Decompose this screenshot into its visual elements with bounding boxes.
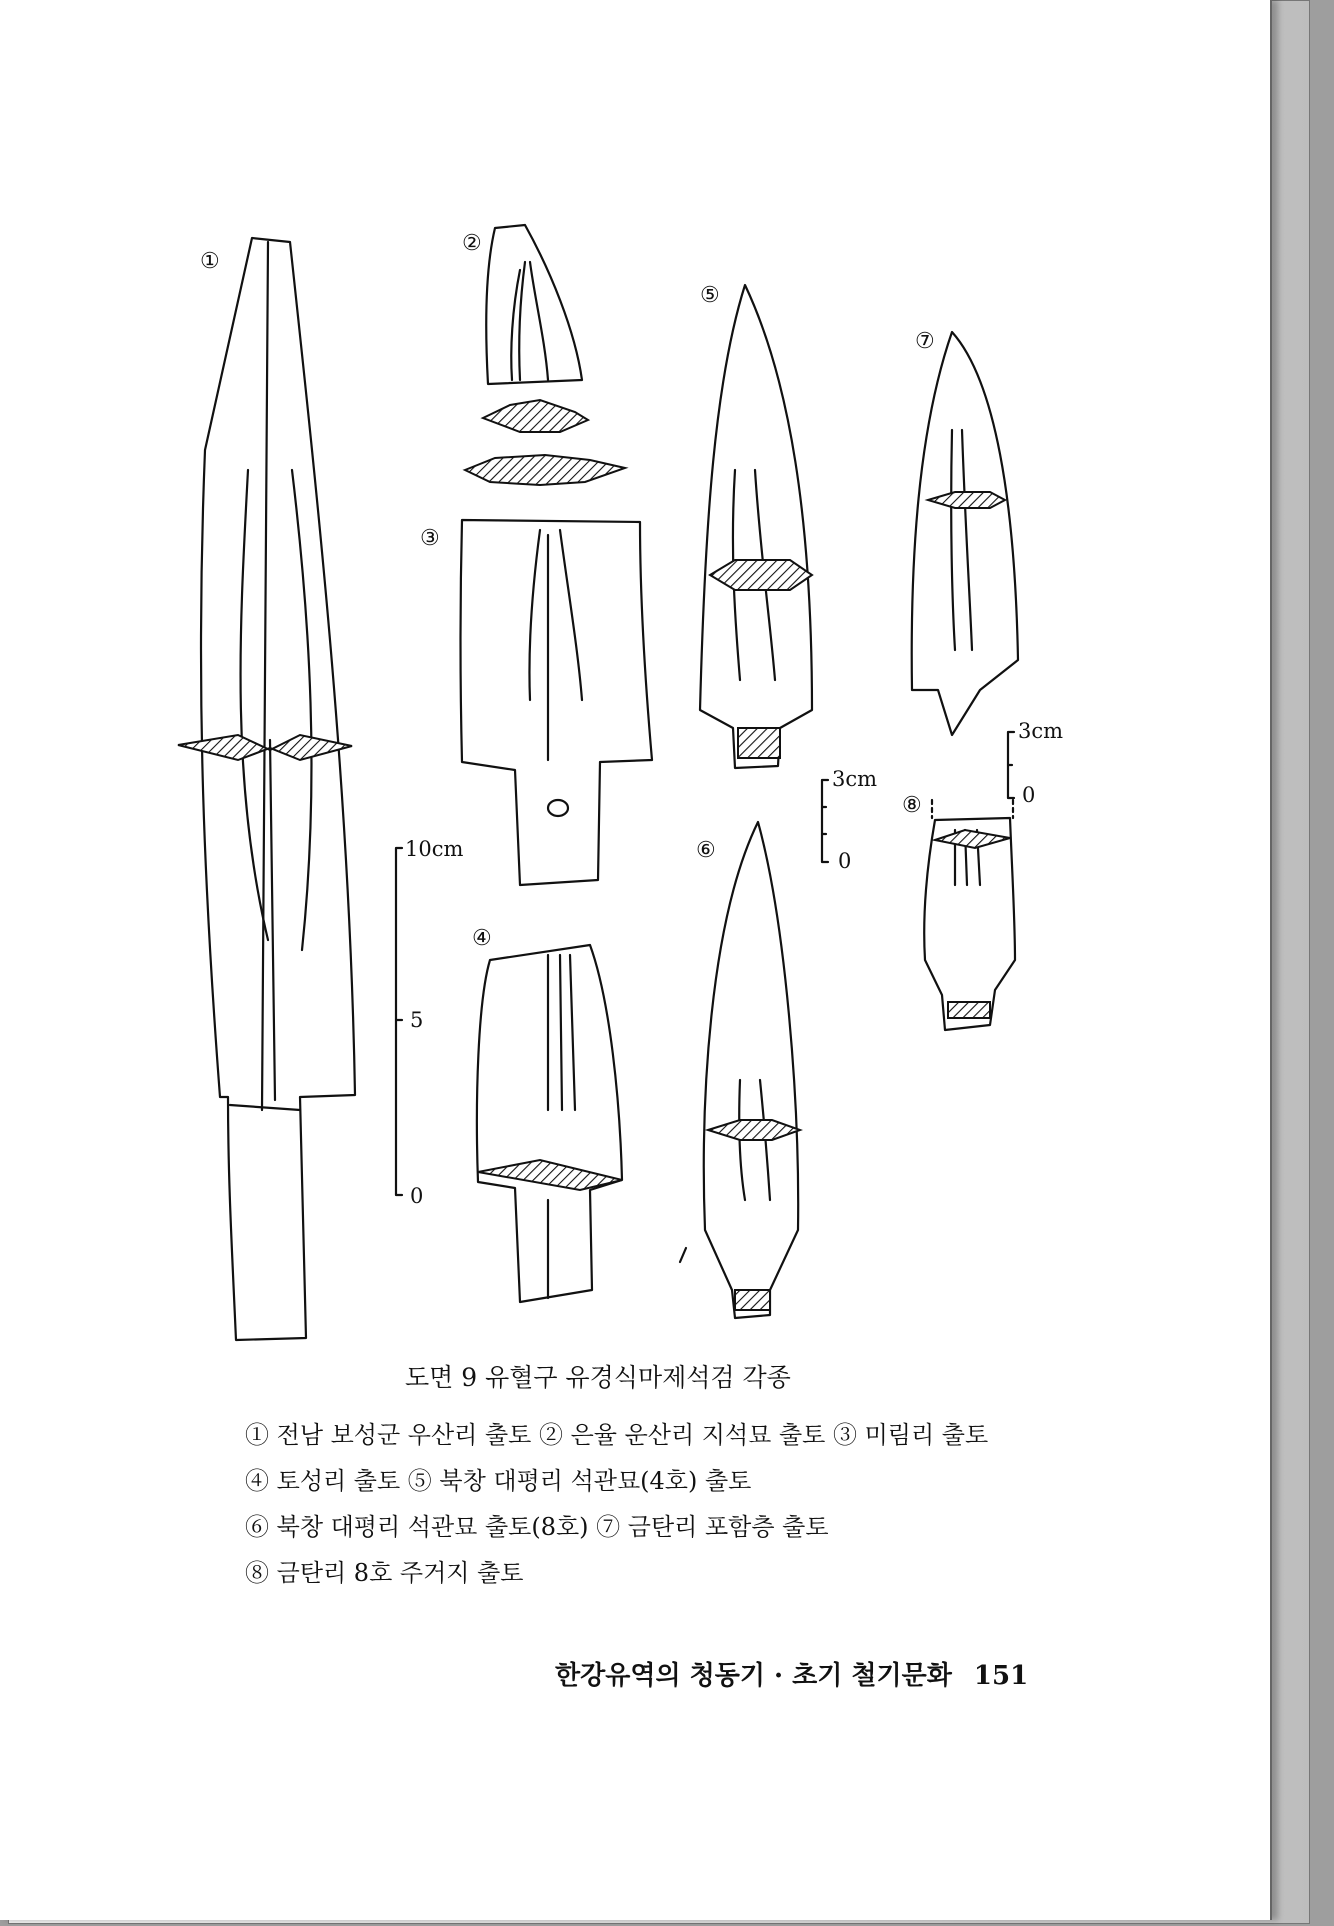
label-8: ⑧ <box>902 793 922 818</box>
caption-line-2: ④ 토성리 출토 ⑤ 북창 대평리 석관묘(4호) 출토 <box>245 1467 752 1495</box>
caption-line-3: ⑥ 북창 대평리 석관묘 출토(8호) ⑦ 금탄리 포함층 출토 <box>245 1513 829 1541</box>
stray-mark <box>680 1248 686 1262</box>
label-5: ⑤ <box>700 283 720 308</box>
figure-caption <box>245 1358 1105 1596</box>
figure-title: 도면 9 유혈구 유경식마제석검 각종 <box>405 1363 791 1392</box>
dagger-4 <box>477 945 622 1302</box>
label-4: ④ <box>472 926 492 951</box>
label-1: ① <box>200 249 220 274</box>
scale-10cm-label: 10cm <box>405 837 464 861</box>
scale-0-label: 0 <box>410 1184 424 1208</box>
dagger-5 <box>700 285 812 768</box>
scale-0-label-b: 0 <box>1022 783 1036 807</box>
dagger-3 <box>461 520 653 885</box>
label-6: ⑥ <box>696 838 716 863</box>
running-footer <box>555 1655 1028 1692</box>
dagger-1 <box>178 238 355 1340</box>
running-title: 한강유역의 청동기 · 초기 철기문화 <box>555 1661 952 1691</box>
dagger-8 <box>924 800 1015 1030</box>
label-2: ② <box>462 231 482 256</box>
scale-5-label: 5 <box>410 1008 424 1032</box>
page-number: 151 <box>973 1661 1029 1691</box>
scale-0-label-a: 0 <box>838 849 852 873</box>
dagger-6 <box>704 822 800 1318</box>
label-3: ③ <box>420 526 440 551</box>
scale-3cm-label-b: 3cm <box>1018 719 1064 743</box>
scale-bar-3cm-a <box>822 767 877 873</box>
scale-bar-10cm <box>396 837 463 1208</box>
caption-line-1: ① 전남 보성군 우산리 출토 ② 은율 운산리 지석묘 출토 ③ 미림리 출토 <box>245 1421 989 1449</box>
label-7: ⑦ <box>915 329 935 354</box>
caption-line-4: ⑧ 금탄리 8호 주거지 출토 <box>245 1559 524 1587</box>
scale-3cm-label-a: 3cm <box>832 767 878 791</box>
scale-bar-3cm-b <box>1008 719 1063 807</box>
dagger-7 <box>912 332 1018 735</box>
dagger-2 <box>465 225 625 485</box>
